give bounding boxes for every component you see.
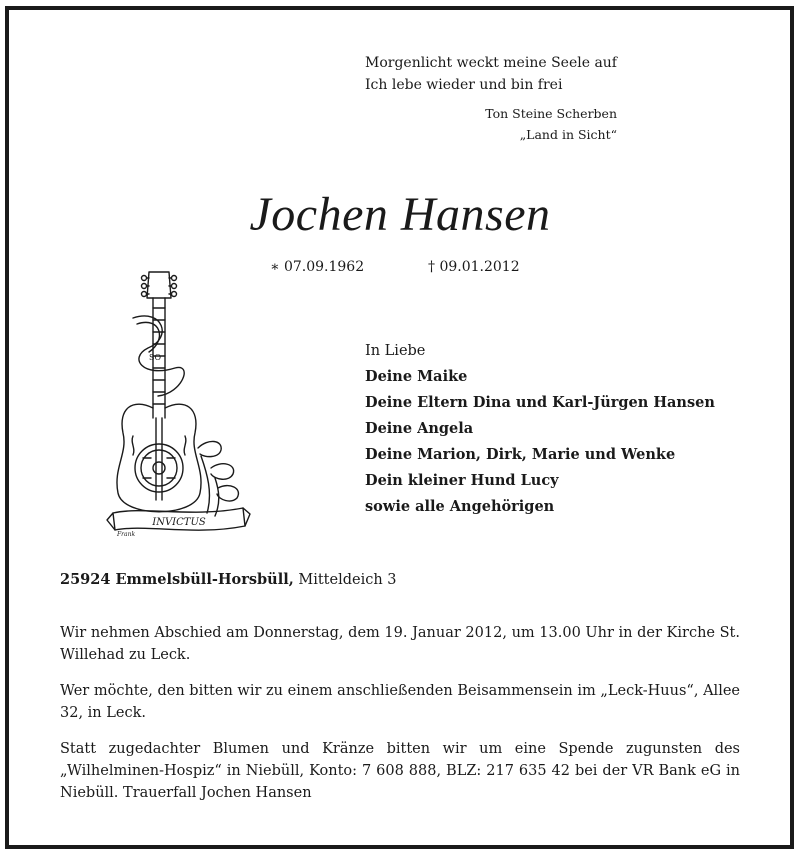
death-date: † 09.01.2012 <box>428 259 520 275</box>
poem-source-song: „Land in Sicht“ <box>519 127 617 142</box>
mourner-4: Deine Marion, Dirk, Marie und Wenke <box>365 446 676 463</box>
poem-source <box>450 103 617 145</box>
poem <box>365 52 617 96</box>
mourner-3: Deine Angela <box>365 420 474 437</box>
mourner-6: sowie alle Angehörigen <box>365 498 555 515</box>
guitar-illustration <box>103 268 253 540</box>
deceased-name: Jochen Hansen <box>249 188 551 241</box>
mourner-1: Deine Maike <box>365 368 468 385</box>
mourners-list <box>365 338 715 520</box>
poem-source-band: Ton Steine Scherben <box>485 106 617 121</box>
address-place: 25924 Emmelsbüll-Horsbüll, <box>60 571 294 588</box>
poem-line-1: Morgenlicht weckt meine Seele auf <box>365 55 617 71</box>
address <box>60 571 397 588</box>
poem-line-2: Ich lebe wieder und bin frei <box>365 77 563 93</box>
artist-signature: Frank <box>117 531 136 538</box>
birth-date: ∗ 07.09.1962 <box>270 259 365 275</box>
gathering-info: Wer möchte, den bitten wir zu einem anschließenden Beisammensein im „Leck-Huus“, Allee 32, in Leck. <box>60 683 740 721</box>
mourners-intro: In Liebe <box>365 343 426 359</box>
ribbon-text: SO <box>148 353 162 362</box>
mourner-2: Deine Eltern Dina und Karl-Jürgen Hansen <box>365 394 715 411</box>
banner-text: INVICTUS <box>152 517 206 528</box>
address-street: Mitteldeich 3 <box>298 572 397 588</box>
mourner-5: Dein kleiner Hund Lucy <box>365 472 559 489</box>
donation-info: Statt zugedachter Blumen und Kränze bitten wir um eine Spende zugunsten des „Wilhelminen-Hospiz“ in Niebüll, Konto: 7 608 888, BLZ: 217 635 42 bei der VR Bank eG in Niebüll. Trauerfall Jochen Hansen <box>60 741 740 801</box>
funeral-info: Wir nehmen Abschied am Donnerstag, dem 19. Januar 2012, um 13.00 Uhr in der Kirche St. Willehad zu Leck. <box>60 625 740 663</box>
